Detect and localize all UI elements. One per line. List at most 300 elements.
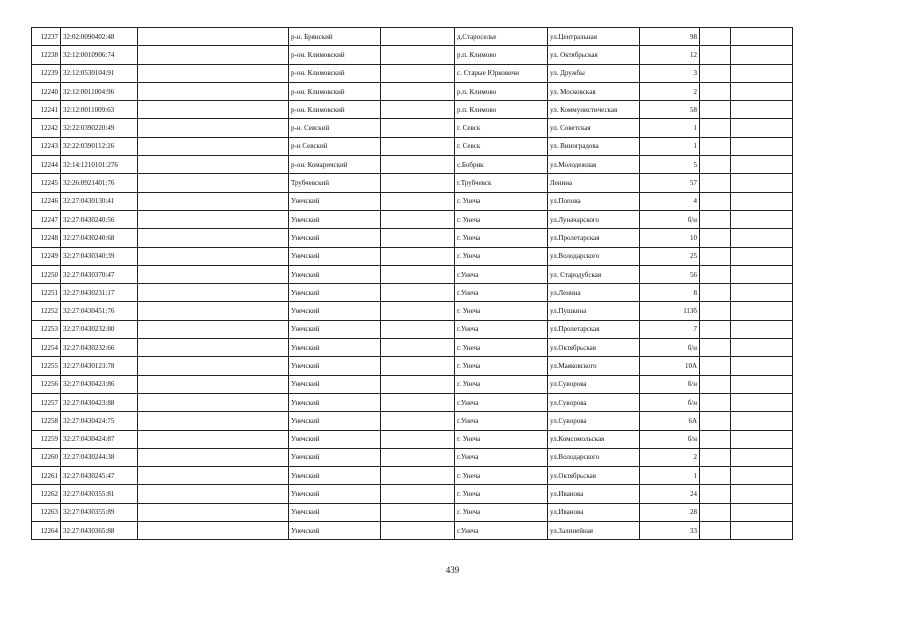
cell-empty [700,375,731,393]
cell-empty [381,467,455,485]
cell-empty [700,320,731,338]
cell-empty [700,284,731,302]
cell-empty [381,101,455,119]
cell-house-number: 2 [640,448,700,466]
cell-empty [381,448,455,466]
cell-empty [700,503,731,521]
table-row [32,284,793,302]
table-row [32,302,793,320]
cell-house-number: 12 [640,46,700,64]
cell-cadastral-number: 32:12:0530104:91 [61,64,138,82]
cell-district: Унечский [289,467,381,485]
cell-street: ул. Виноградова [548,137,640,155]
cell-district: Унечский [289,503,381,521]
cell-locality: г.Унеча [455,522,548,540]
cell-record-number: 12263 [32,503,61,521]
cell-empty [138,64,289,82]
cell-locality: р.п. Климово [455,82,548,100]
cell-locality: г. Унеча [455,210,548,228]
table-row [32,265,793,283]
cell-empty [138,430,289,448]
cell-empty [700,357,731,375]
cell-record-number: 12260 [32,448,61,466]
cell-cadastral-number: 32:27:0430424:75 [61,412,138,430]
cell-empty [731,247,793,265]
cell-empty [381,265,455,283]
cell-record-number: 12244 [32,156,61,174]
cell-empty [381,375,455,393]
cell-empty [731,101,793,119]
cell-cadastral-number: 32:27:0430240:68 [61,229,138,247]
table-row [32,174,793,192]
cell-empty [731,137,793,155]
cell-cadastral-number: 32:02:0090402:48 [61,28,138,46]
cell-empty [700,302,731,320]
cell-empty [731,412,793,430]
cell-empty [731,503,793,521]
cell-empty [381,119,455,137]
cell-house-number: 57 [640,174,700,192]
cell-empty [138,284,289,302]
cell-house-number: 5 [640,156,700,174]
table-row [32,64,793,82]
cell-record-number: 12254 [32,339,61,357]
cell-house-number: б/н [640,430,700,448]
cell-empty [731,430,793,448]
cell-locality: г.Унеча [455,265,548,283]
cell-cadastral-number: 32:22:0390220:49 [61,119,138,137]
cell-empty [731,210,793,228]
cell-district: р-он. Комаричский [289,156,381,174]
cell-cadastral-number: 32:27:0430244:38 [61,448,138,466]
cell-cadastral-number: 32:27:0430424:87 [61,430,138,448]
cell-house-number: 8 [640,284,700,302]
cell-empty [381,430,455,448]
registry-body [32,28,793,540]
cell-empty [138,265,289,283]
cell-empty [700,430,731,448]
cell-street: ул.Центральная [548,28,640,46]
cell-cadastral-number: 32:27:0430231:17 [61,284,138,302]
cell-empty [138,320,289,338]
cell-street: ул.Октябрьская [548,467,640,485]
cell-district: Унечский [289,229,381,247]
cell-house-number: 25 [640,247,700,265]
cell-empty [700,448,731,466]
cell-locality: г. Унеча [455,430,548,448]
cell-record-number: 12238 [32,46,61,64]
cell-street: ул.Комсомольская [548,430,640,448]
cell-empty [731,393,793,411]
cell-empty [731,82,793,100]
cell-empty [700,64,731,82]
cell-empty [700,339,731,357]
cell-record-number: 12252 [32,302,61,320]
cell-house-number: 1 [640,137,700,155]
cell-empty [731,284,793,302]
cell-house-number: 2 [640,82,700,100]
cell-house-number: 6А [640,412,700,430]
cell-locality: д.Староселье [455,28,548,46]
cell-record-number: 12251 [32,284,61,302]
cell-empty [700,247,731,265]
cell-cadastral-number: 32:12:0010906:74 [61,46,138,64]
table-row [32,503,793,521]
table-row [32,101,793,119]
cell-empty [381,46,455,64]
cell-locality: г. Унеча [455,339,548,357]
cell-house-number: 113б [640,302,700,320]
cell-house-number: 3 [640,64,700,82]
cell-record-number: 12246 [32,192,61,210]
cell-street: ул.Молодежная [548,156,640,174]
cell-empty [700,412,731,430]
cell-house-number: 98 [640,28,700,46]
cell-empty [731,192,793,210]
cell-record-number: 12256 [32,375,61,393]
cell-street: ул.Ленина [548,284,640,302]
cell-empty [138,210,289,228]
cell-empty [731,522,793,540]
cell-locality: р.п. Климово [455,46,548,64]
cell-cadastral-number: 32:14:1210101:276 [61,156,138,174]
cell-empty [138,119,289,137]
cell-empty [138,28,289,46]
cell-empty [731,485,793,503]
table-row [32,229,793,247]
table-row [32,357,793,375]
cell-locality: г. Унеча [455,302,548,320]
cell-cadastral-number: 32:27:0430423:86 [61,375,138,393]
cell-district: Унечский [289,265,381,283]
cell-empty [138,393,289,411]
cell-empty [731,339,793,357]
cell-record-number: 12245 [32,174,61,192]
cell-locality: с.Бобрик [455,156,548,174]
cell-street: ул. Стародубская [548,265,640,283]
table-row [32,467,793,485]
table-row [32,412,793,430]
cell-house-number: 10А [640,357,700,375]
cell-empty [138,302,289,320]
cell-empty [381,357,455,375]
cell-empty [138,247,289,265]
cell-house-number: 10 [640,229,700,247]
cell-street: ул. Московская [548,82,640,100]
cell-empty [700,28,731,46]
table-row [32,137,793,155]
cell-empty [138,229,289,247]
registry-table [31,27,793,540]
cell-locality: г. Унеча [455,485,548,503]
cell-house-number: 28 [640,503,700,521]
cell-house-number: 1 [640,119,700,137]
cell-street: ул. Советская [548,119,640,137]
cell-record-number: 12237 [32,28,61,46]
cell-district: Унечский [289,320,381,338]
cell-locality: г.Унеча [455,393,548,411]
page-number: 439 [445,565,460,575]
cell-street: ул.Суворова [548,375,640,393]
cell-street: ул.Пролетарская [548,320,640,338]
cell-district: Унечский [289,485,381,503]
cell-record-number: 12247 [32,210,61,228]
cell-empty [700,229,731,247]
cell-empty [381,522,455,540]
cell-locality: г. Унеча [455,229,548,247]
cell-locality: г.Унеча [455,412,548,430]
cell-house-number: б/н [640,393,700,411]
cell-district: р-н. Брянский [289,28,381,46]
cell-cadastral-number: 32:27:0430423:88 [61,393,138,411]
cell-district: Унечский [289,393,381,411]
table-row [32,522,793,540]
cell-empty [381,174,455,192]
cell-cadastral-number: 32:27:0430245:47 [61,467,138,485]
cell-empty [138,101,289,119]
cell-locality: с. Старые Юрковичи [455,64,548,82]
cell-locality: г. Унеча [455,375,548,393]
cell-cadastral-number: 32:27:0430340:39 [61,247,138,265]
cell-house-number: 7 [640,320,700,338]
cell-street: ул. Коммунистическая [548,101,640,119]
cell-locality: г. Унеча [455,467,548,485]
cell-record-number: 12261 [32,467,61,485]
cell-cadastral-number: 32:27:0430130:41 [61,192,138,210]
cell-empty [381,210,455,228]
cell-cadastral-number: 32:27:0430365:88 [61,522,138,540]
cell-locality: г. Унеча [455,247,548,265]
cell-house-number: б/н [640,210,700,228]
cell-street: ул.Пролетарская [548,229,640,247]
cell-empty [138,192,289,210]
table-row [32,320,793,338]
cell-street: ул.Иванова [548,485,640,503]
cell-empty [731,119,793,137]
cell-empty [700,101,731,119]
cell-empty [700,467,731,485]
cell-empty [381,229,455,247]
table-row [32,28,793,46]
cell-record-number: 12243 [32,137,61,155]
cell-empty [381,192,455,210]
cell-locality: г.Унеча [455,320,548,338]
cell-cadastral-number: 32:27:0430240:56 [61,210,138,228]
cell-empty [138,82,289,100]
cell-record-number: 12242 [32,119,61,137]
table-row [32,393,793,411]
cell-locality: г.Трубчевск [455,174,548,192]
cell-record-number: 12250 [32,265,61,283]
cell-record-number: 12249 [32,247,61,265]
cell-district: Унечский [289,375,381,393]
cell-locality: г. Севск [455,119,548,137]
cell-street: ул.Залинейная [548,522,640,540]
cell-empty [138,174,289,192]
cell-house-number: 4 [640,192,700,210]
cell-district: Унечский [289,284,381,302]
table-row [32,339,793,357]
cell-street: ул. Дружбы [548,64,640,82]
table-row [32,247,793,265]
cell-district: Унечский [289,412,381,430]
cell-empty [700,82,731,100]
cell-street: ул.Суворова [548,393,640,411]
cell-record-number: 12239 [32,64,61,82]
cell-record-number: 12241 [32,101,61,119]
cell-street: ул.Пушкина [548,302,640,320]
table-row [32,430,793,448]
cell-district: р-он. Климовский [289,101,381,119]
cell-empty [731,448,793,466]
cell-empty [138,357,289,375]
cell-empty [381,302,455,320]
cell-empty [381,82,455,100]
cell-record-number: 12255 [32,357,61,375]
cell-house-number: 24 [640,485,700,503]
cell-empty [138,503,289,521]
table-row [32,119,793,137]
cell-empty [731,302,793,320]
cell-district: Унечский [289,339,381,357]
cell-empty [700,46,731,64]
cell-empty [731,467,793,485]
cell-street: ул.Луначарского [548,210,640,228]
cell-district: Унечский [289,210,381,228]
cell-empty [731,28,793,46]
table-row [32,485,793,503]
cell-locality: г. Унеча [455,503,548,521]
cell-empty [731,229,793,247]
cell-empty [700,192,731,210]
table-row [32,192,793,210]
cell-record-number: 12262 [32,485,61,503]
cell-cadastral-number: 32:27:0430451:76 [61,302,138,320]
cell-house-number: б/н [640,375,700,393]
cell-cadastral-number: 32:27:0430123:78 [61,357,138,375]
cell-empty [381,320,455,338]
table-row [32,375,793,393]
cell-empty [700,522,731,540]
cell-empty [700,174,731,192]
cell-empty [381,412,455,430]
cell-district: Унечский [289,247,381,265]
cell-empty [138,485,289,503]
cell-empty [381,485,455,503]
cell-locality: г.Унеча [455,448,548,466]
table-row [32,156,793,174]
cell-empty [138,522,289,540]
cell-cadastral-number: 32:27:0430370:47 [61,265,138,283]
cell-empty [381,339,455,357]
cell-cadastral-number: 32:27:0430232:80 [61,320,138,338]
cell-empty [138,375,289,393]
cell-empty [700,485,731,503]
cell-house-number: б/н [640,339,700,357]
cell-cadastral-number: 32:12:0011004:96 [61,82,138,100]
cell-record-number: 12258 [32,412,61,430]
cell-house-number: 1 [640,467,700,485]
cell-empty [700,265,731,283]
cell-district: Унечский [289,448,381,466]
cell-record-number: 12257 [32,393,61,411]
cell-empty [138,448,289,466]
cell-locality: г. Севск [455,137,548,155]
cell-empty [138,467,289,485]
table-row [32,46,793,64]
cell-house-number: 58 [640,101,700,119]
cell-street: ул.Володарского [548,448,640,466]
cell-empty [138,156,289,174]
cell-empty [731,320,793,338]
cell-record-number: 12248 [32,229,61,247]
cell-district: Трубчевский [289,174,381,192]
cell-locality: г.Унеча [455,284,548,302]
cell-record-number: 12240 [32,82,61,100]
cell-cadastral-number: 32:27:0430355:89 [61,503,138,521]
cell-district: р-он. Климовский [289,46,381,64]
cell-cadastral-number: 32:27:0430355:81 [61,485,138,503]
cell-empty [381,247,455,265]
cell-cadastral-number: 32:22:0390112:26 [61,137,138,155]
cell-empty [731,174,793,192]
cell-street: ул.Иванова [548,503,640,521]
cell-empty [700,156,731,174]
cell-empty [381,64,455,82]
table-row [32,82,793,100]
cell-district: Унечский [289,430,381,448]
cell-empty [731,265,793,283]
cell-district: р-он. Климовский [289,64,381,82]
cell-district: р-он. Климовский [289,82,381,100]
table-row [32,448,793,466]
cell-empty [138,412,289,430]
cell-locality: г. Унеча [455,357,548,375]
cell-empty [381,393,455,411]
cell-cadastral-number: 32:12:0011009:63 [61,101,138,119]
cell-cadastral-number: 32:26:0921401:76 [61,174,138,192]
cell-empty [700,137,731,155]
cell-empty [381,137,455,155]
cell-empty [700,393,731,411]
cell-locality: г. Унеча [455,192,548,210]
table-row [32,210,793,228]
cell-street: ул.Октябрьская [548,339,640,357]
cell-empty [381,284,455,302]
cell-district: р-н Севский [289,137,381,155]
cell-street: ул.Суворова [548,412,640,430]
cell-empty [138,339,289,357]
cell-empty [700,210,731,228]
cell-house-number: 33 [640,522,700,540]
cell-empty [138,137,289,155]
cell-empty [731,46,793,64]
cell-district: р-н. Севский [289,119,381,137]
cell-district: Унечский [289,302,381,320]
cell-street: Ленина [548,174,640,192]
cell-empty [381,28,455,46]
cell-empty [731,375,793,393]
cell-district: Унечский [289,192,381,210]
cell-street: ул.Попова [548,192,640,210]
cell-locality: р.п. Климово [455,101,548,119]
cell-empty [138,46,289,64]
cell-empty [731,64,793,82]
cell-district: Унечский [289,357,381,375]
cell-empty [731,156,793,174]
cell-street: ул. Октябрьская [548,46,640,64]
cell-street: ул.Володарского [548,247,640,265]
